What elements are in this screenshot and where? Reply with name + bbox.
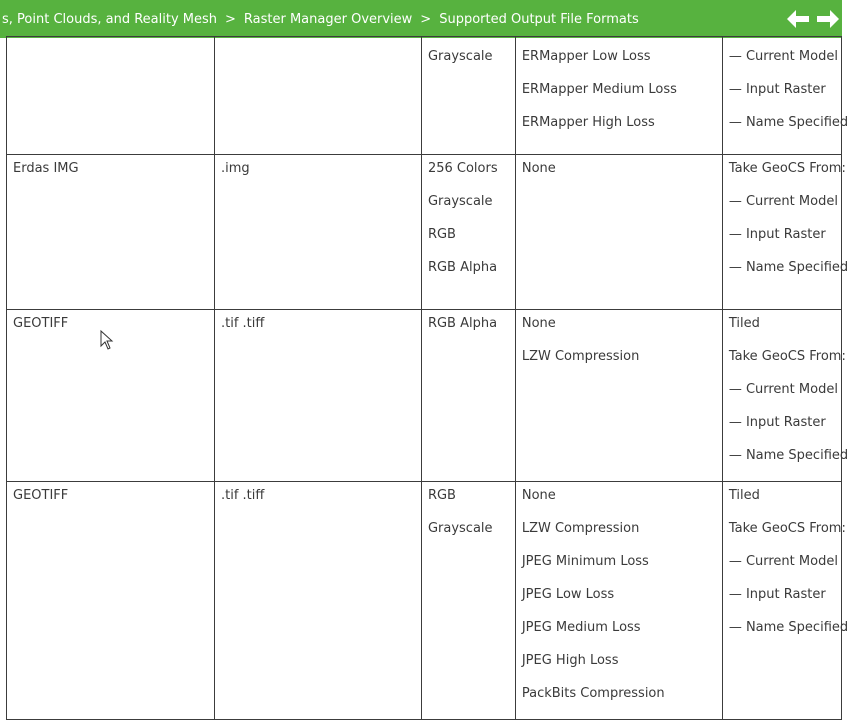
compression-line: None — [521, 316, 556, 331]
breadcrumb-separator: > — [420, 11, 432, 27]
color-modes-cell — [421, 37, 515, 155]
options-line: — Current Model — [728, 194, 838, 209]
compression-cell — [515, 310, 722, 482]
nav-arrows — [786, 9, 840, 29]
color-modes-cell — [421, 482, 515, 720]
compression-line: ERMapper Low Loss — [521, 49, 651, 64]
options-line: — Input Raster — [728, 415, 826, 430]
color-modes-line: RGB Alpha — [427, 316, 498, 331]
compression-line: LZW Compression — [521, 521, 640, 536]
options-line: — Input Raster — [728, 82, 826, 97]
arrow-left-icon[interactable] — [786, 9, 810, 29]
table-row — [7, 310, 842, 482]
options-line: — Name Specified — [728, 115, 848, 130]
color-modes-line: 256 Colors — [427, 161, 498, 176]
options-line: Take GeoCS From: — [728, 521, 846, 536]
options-line: — Current Model — [728, 382, 838, 397]
extension-line: .tif .tiff — [220, 488, 265, 503]
extension-cell — [214, 37, 421, 155]
extension-line — [221, 49, 415, 82]
extension-cell — [214, 482, 421, 720]
format-line: GEOTIFF — [13, 488, 69, 503]
extension-cell — [214, 155, 421, 310]
options-line: — Current Model — [728, 554, 838, 569]
color-modes-line: Grayscale — [427, 521, 493, 536]
header-bar — [0, 0, 842, 38]
format-cell — [7, 155, 215, 310]
extension-line: .tif .tiff — [220, 316, 265, 331]
compression-line: JPEG Minimum Loss — [521, 554, 649, 569]
compression-line: LZW Compression — [521, 349, 640, 364]
color-modes-line: RGB — [427, 227, 456, 242]
options-cell — [722, 310, 848, 482]
format-cell — [7, 37, 215, 155]
compression-line: JPEG Medium Loss — [521, 620, 641, 635]
format-cell — [7, 482, 215, 720]
color-modes-cell — [421, 155, 515, 310]
extension-cell — [214, 310, 421, 482]
color-modes-line: RGB — [427, 488, 456, 503]
format-line — [13, 49, 208, 82]
options-line: Take GeoCS From: — [728, 349, 846, 364]
options-line: — Input Raster — [728, 227, 826, 242]
table-row — [7, 482, 842, 720]
options-line: — Name Specified — [728, 260, 848, 275]
color-modes-line: Grayscale — [427, 194, 493, 209]
compression-line: JPEG Low Loss — [521, 587, 615, 602]
options-line: — Input Raster — [728, 587, 826, 602]
compression-line: ERMapper Medium Loss — [521, 82, 677, 97]
options-cell — [722, 482, 848, 720]
options-line: Tiled — [728, 316, 760, 331]
mouse-cursor-icon — [100, 330, 114, 350]
extension-line: .img — [220, 161, 250, 176]
table-row — [7, 155, 842, 310]
compression-line: PackBits Compression — [521, 686, 665, 701]
options-line: Tiled — [728, 488, 760, 503]
compression-line: None — [521, 161, 556, 176]
breadcrumb-item-raster-manager-overview[interactable]: Raster Manager Overview — [243, 11, 413, 27]
options-cell — [722, 155, 848, 310]
compression-line: JPEG High Loss — [521, 653, 619, 668]
compression-line: None — [521, 488, 556, 503]
compression-cell — [515, 37, 722, 155]
options-line: — Name Specified — [728, 620, 848, 635]
color-modes-line: RGB Alpha — [427, 260, 498, 275]
output-formats-table — [6, 36, 848, 720]
options-line: — Name Specified — [728, 448, 848, 463]
compression-line: ERMapper High Loss — [521, 115, 655, 130]
table-row — [7, 37, 842, 155]
format-line: GEOTIFF — [13, 316, 69, 331]
options-line: Take GeoCS From: — [728, 161, 846, 176]
arrow-right-icon[interactable] — [816, 9, 840, 29]
color-modes-cell — [421, 310, 515, 482]
breadcrumb-separator: > — [225, 11, 236, 27]
compression-cell — [515, 155, 722, 310]
breadcrumb — [0, 12, 639, 27]
compression-cell — [515, 482, 722, 720]
options-line: — Current Model — [728, 49, 838, 64]
breadcrumb-item-supported-output-file-formats[interactable]: Supported Output File Formats — [439, 11, 639, 27]
color-modes-line: Grayscale — [427, 49, 493, 64]
format-line: Erdas IMG — [13, 161, 79, 176]
breadcrumb-item-point-clouds[interactable]: s, Point Clouds, and Reality Mesh — [2, 11, 217, 27]
options-cell — [722, 37, 848, 155]
